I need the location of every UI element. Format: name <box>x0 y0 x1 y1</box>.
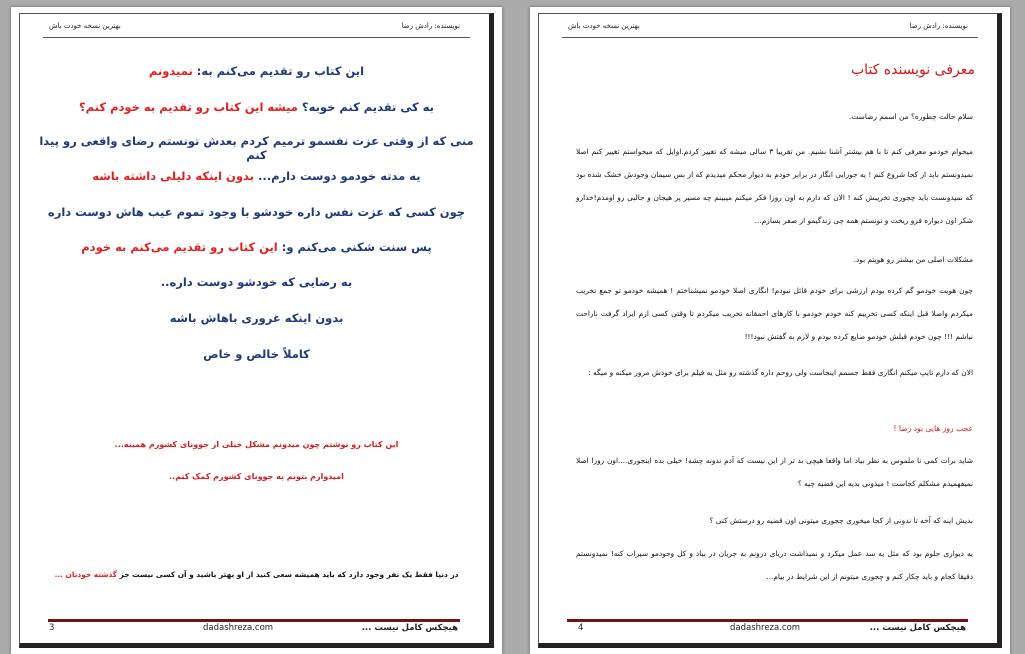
author-note: این کتاب رو نوشتم چون میدونم مشکل خیلی از جوونای کشورم همینه... <box>114 440 399 449</box>
closing-quote: در دنیا فقط یک نفر وجود دارد که باید همیشه سعی کنید از او بهتر باشید و آن کسی نیست جز گذشته خودتان ... <box>54 570 459 579</box>
footer-rule <box>567 619 968 622</box>
paragraph: سلام حالت چطوره؟ من اسمم رضاست. <box>849 112 973 121</box>
page-number: 3 <box>49 623 55 633</box>
section-title: معرفی نویسنده کتاب <box>851 62 975 78</box>
dedication-line: کاملاً خالص و خاص <box>203 347 310 361</box>
subheading: عجب روز هایی بود رضا ! <box>893 424 973 433</box>
dedication-line: چون کسی که عزت نفس داره خودشو با وجود تموم عیب هاش دوست داره <box>47 205 466 219</box>
paragraph: شاید برات کمی نا ملموس به نظر بیاد اما واقعا هیچی بد تر از این نیست که آدم ندونه چشه! خیلی بده اینجوری....اون روزا اصلا نمیفهمیدم مشکلم کجاست ! میدونی بدیه این قضیه چیه ؟ <box>576 456 973 488</box>
footer-motto: هیچکس کامل نیست ... <box>869 623 966 633</box>
author-note: امیدوارم بتونم به جوونای کشورم کمک کنم.. <box>169 472 344 481</box>
paragraph: مشکلات اصلی من بیشتر رو هویتم بود. <box>853 255 973 264</box>
left-page <box>11 7 502 654</box>
paragraph: چون هویت خودمو گم کرده بودم ارزشی برای خودم قائل نبودم! انگاری اصلا خودمو نمیشناختم ! همیشه خودمو تو جمع تخریب میکردم واصلا قبل اینکه کسی تخریبم کنه خودم خودمو با کارهای احمقانه تخریب میکردم تا وقتی کسی ازم ایراد گرفت ناراحت نباشم !!! چون خودم قبلش خودمو ضایع کرده بودم و لازم به گفتش نبود!!! <box>576 286 973 341</box>
paragraph: میخوام خودمو معرفی کنم تا با هم بیشتر آشنا بشیم. من تقریبا ۳ سالی میشه که تغییر کردم.اوایل که میخواستم تغییر کنم اصلا نمیدونستم باید از کجا شروع کنم ! یه جورایی انگار در برابر خودم به دیوار محکم میدیدم که از بس سیمان وجودش خشک شده بود که نمیدونست باید چجوری تخریبش کنه ! الان که دارم به اون روزا فکر میکنم میبینم چه مسیر پر هیجان و جالبی رو اومدم!خدارو شکر اون دیواره فرو ریخت و تونستم همه چی زندگیمو از صفر بسازم... <box>576 147 973 225</box>
footer-rule <box>48 619 460 622</box>
page-header <box>562 19 978 38</box>
header-author: نویسنده: رادش رضا <box>909 22 968 30</box>
header-book-title: بهترین نسخه خودت باش <box>568 22 640 30</box>
paragraph: الان که دارم تایپ میکنم انگاری فقط جسمم اینجاست ولی روحم داره گذشته رو مثل یه فیلم برای خودش مرور میکنه و میگه : <box>588 368 973 377</box>
footer-motto: هیچکس کامل نیست ... <box>361 623 458 633</box>
dedication-line: این کتاب رو تقدیم می‌کنم به: نمیدونم <box>148 64 365 78</box>
right-page <box>530 7 1010 654</box>
dedication-line: بدون اینکه غروری باهاش باشه <box>169 311 344 325</box>
dedication-line: منی که از وقتی عزت نفسمو ترمیم کردم بعدش تونستم رضای واقعی رو پیدا کنم <box>39 134 474 162</box>
dedication-line: یه مدته خودمو دوست دارم... بدون اینکه دلیلی داشته باشه <box>92 169 421 183</box>
footer-website: dadashreza.com <box>203 623 274 633</box>
page-number: 4 <box>578 623 584 633</box>
header-author: نویسنده: رادش رضا <box>401 22 460 30</box>
footer-website: dadashreza.com <box>730 623 801 633</box>
paragraph: یه دیواری جلوم بود که مثل یه سد عمل میکرد و نمیذاشت دریای درونم به جریان در بیاد و کل وجودمو سیراب کنه! نمیدونستم دقیقا کجام و باید چکار کنم و چجوری میتونم از این شرایط در بیام... <box>576 549 973 581</box>
header-book-title: بهترین نسخه خودت باش <box>49 22 121 30</box>
dedication-line: پس سنت شکنی می‌کنم و: این کتاب رو تقدیم می‌کنم به خودم <box>81 240 432 254</box>
dedication-line: به کی تقدیم کنم خوبه؟ میشه این کتاب رو تقدیم به خودم کنم؟ <box>79 100 434 114</box>
paragraph: بدیش اینه که آخه تا ندونی از کجا میخوری چجوری میتونی اون قضیه رو درستش کنی ؟ <box>709 516 973 525</box>
dedication-line: به رضایی که خودشو دوست داره.. <box>160 275 353 289</box>
page-header <box>43 19 470 38</box>
